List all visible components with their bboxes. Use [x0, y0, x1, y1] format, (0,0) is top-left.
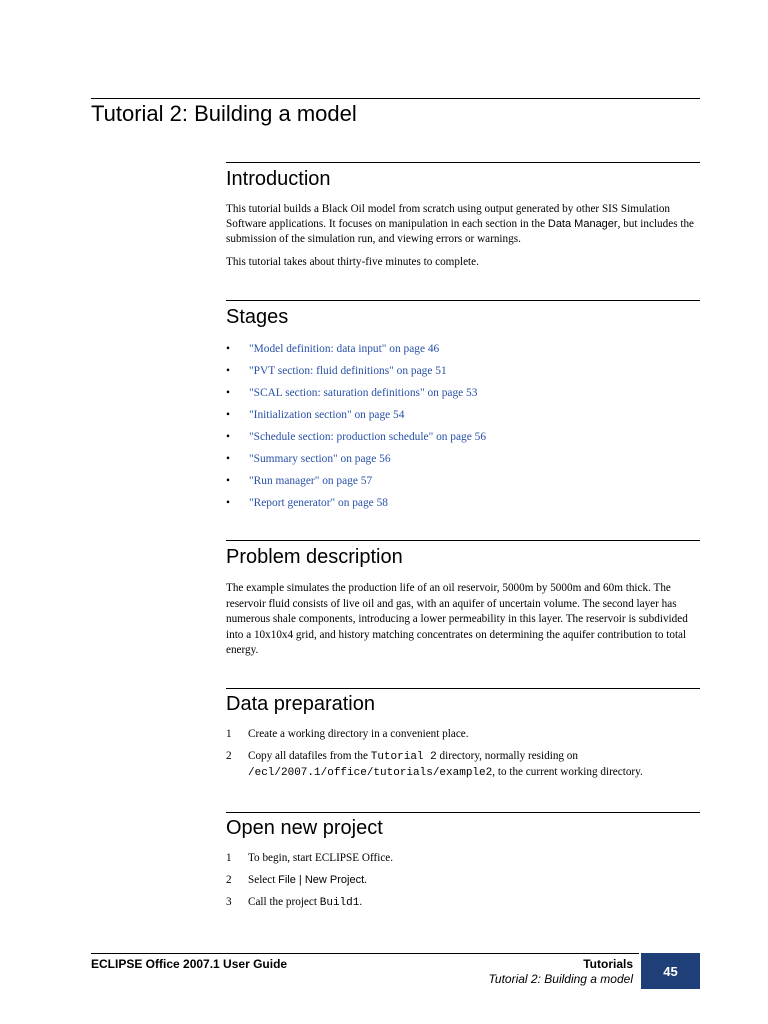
- list-item: [226, 452, 700, 474]
- bullet-icon: •: [226, 409, 230, 421]
- stage-link-initialization[interactable]: "Initialization section" on page 54: [249, 409, 405, 421]
- step-text-c: directory, normally residing on: [436, 750, 578, 762]
- list-item: [226, 851, 700, 866]
- list-item: [226, 430, 700, 452]
- list-item: [226, 873, 700, 888]
- menu-path: File | New Project: [278, 874, 365, 886]
- footer-guide-title: ECLIPSE Office 2007.1 User Guide: [91, 957, 288, 971]
- list-item: [226, 496, 700, 518]
- list-item: [226, 895, 700, 911]
- chapter-rule: [91, 98, 700, 99]
- stage-link-summary[interactable]: "Summary section" on page 56: [249, 453, 391, 465]
- page-number-box: [641, 953, 700, 989]
- stages-rule: [226, 300, 700, 301]
- project-name: Build1: [319, 897, 360, 909]
- stage-link-schedule[interactable]: "Schedule section: production schedule" on page 56: [249, 431, 487, 443]
- footer-section: Tutorials: [583, 957, 633, 971]
- open-project-section: [226, 816, 700, 918]
- introduction-heading: Introduction: [226, 168, 331, 190]
- intro-text-a: This tutorial builds a Black Oil model from scratch using output generated by other SIS Simulation Software applications. It focuses on manipulation in each section in the: [226, 203, 671, 230]
- introduction-duration: This tutorial takes about thirty-five minutes to complete.: [226, 256, 479, 268]
- bullet-icon: •: [226, 343, 230, 355]
- introduction-section: [226, 167, 700, 270]
- stages-list: [226, 342, 700, 518]
- bullet-icon: •: [226, 431, 230, 443]
- stage-link-model-definition[interactable]: "Model definition: data input" on page 46: [249, 343, 440, 355]
- stages-heading: Stages: [226, 306, 289, 328]
- data-prep-steps: [226, 727, 700, 781]
- problem-rule: [226, 540, 700, 541]
- stages-section: [226, 305, 700, 518]
- list-item: [226, 386, 700, 408]
- chapter-title: Tutorial 2: Building a model: [91, 101, 357, 126]
- step-text-a: Copy all datafiles from the: [248, 750, 371, 762]
- step-number: 2: [226, 750, 232, 762]
- data-prep-heading: Data preparation: [226, 693, 375, 715]
- step-text: Create a working directory in a convenient place.: [248, 728, 469, 740]
- stage-link-scal[interactable]: "SCAL section: saturation definitions" on page 53: [249, 387, 478, 399]
- step-text-c: .: [359, 896, 363, 908]
- bullet-icon: •: [226, 365, 230, 377]
- step-text-c: .: [364, 874, 367, 886]
- intro-text-c: , but includes the submission of the simulation run, and viewing errors or warnings.: [226, 218, 695, 245]
- introduction-rule: [226, 162, 700, 163]
- bullet-icon: •: [226, 497, 230, 509]
- bullet-icon: •: [226, 453, 230, 465]
- list-item: [226, 727, 700, 742]
- page-number: 45: [663, 963, 678, 979]
- open-project-rule: [226, 812, 700, 813]
- step-text: To begin, start ECLIPSE Office.: [248, 852, 394, 864]
- problem-section: [226, 545, 700, 659]
- open-project-heading: Open new project: [226, 817, 383, 839]
- list-item: [226, 749, 700, 781]
- stage-link-report-generator[interactable]: "Report generator" on page 58: [249, 497, 388, 509]
- open-project-steps: [226, 851, 700, 911]
- step-text-a: Call the project: [248, 896, 320, 908]
- data-prep-rule: [226, 688, 700, 689]
- step-text-e: , to the current working directory.: [492, 766, 643, 778]
- problem-heading: Problem description: [226, 546, 403, 568]
- stage-link-run-manager[interactable]: "Run manager" on page 57: [249, 475, 373, 487]
- tutorial-dir-path: /ecl/2007.1/office/tutorials/example2: [248, 767, 493, 779]
- footer-chapter: Tutorial 2: Building a model: [488, 972, 633, 986]
- step-text-a: Select: [248, 874, 279, 886]
- list-item: [226, 474, 700, 496]
- stage-link-pvt[interactable]: "PVT section: fluid definitions" on page 51: [249, 365, 447, 377]
- list-item: [226, 342, 700, 364]
- bullet-icon: •: [226, 387, 230, 399]
- data-manager-term: Data Manager: [547, 218, 618, 230]
- step-number: 1: [226, 728, 232, 740]
- data-prep-section: [226, 692, 700, 788]
- tutorial-dir-name: Tutorial 2: [370, 751, 437, 763]
- step-number: 2: [226, 874, 232, 886]
- introduction-paragraph: [226, 202, 700, 247]
- bullet-icon: •: [226, 475, 230, 487]
- footer-rule: [91, 953, 639, 954]
- step-number: 1: [226, 852, 232, 864]
- list-item: [226, 408, 700, 430]
- problem-paragraph: The example simulates the production life of an oil reservoir, 5000m by 5000m and 60m thick. The reservoir fluid consists of live oil and gas, with an aquifer of uncertain volume. The second layer has numerous shale components, introducing a lower permeability in this layer. The reservoir is subdivided into a 10x10x4 grid, and history matching concentrates on determining the aquifer contribution to total energy.: [226, 582, 688, 656]
- step-number: 3: [226, 896, 232, 908]
- list-item: [226, 364, 700, 386]
